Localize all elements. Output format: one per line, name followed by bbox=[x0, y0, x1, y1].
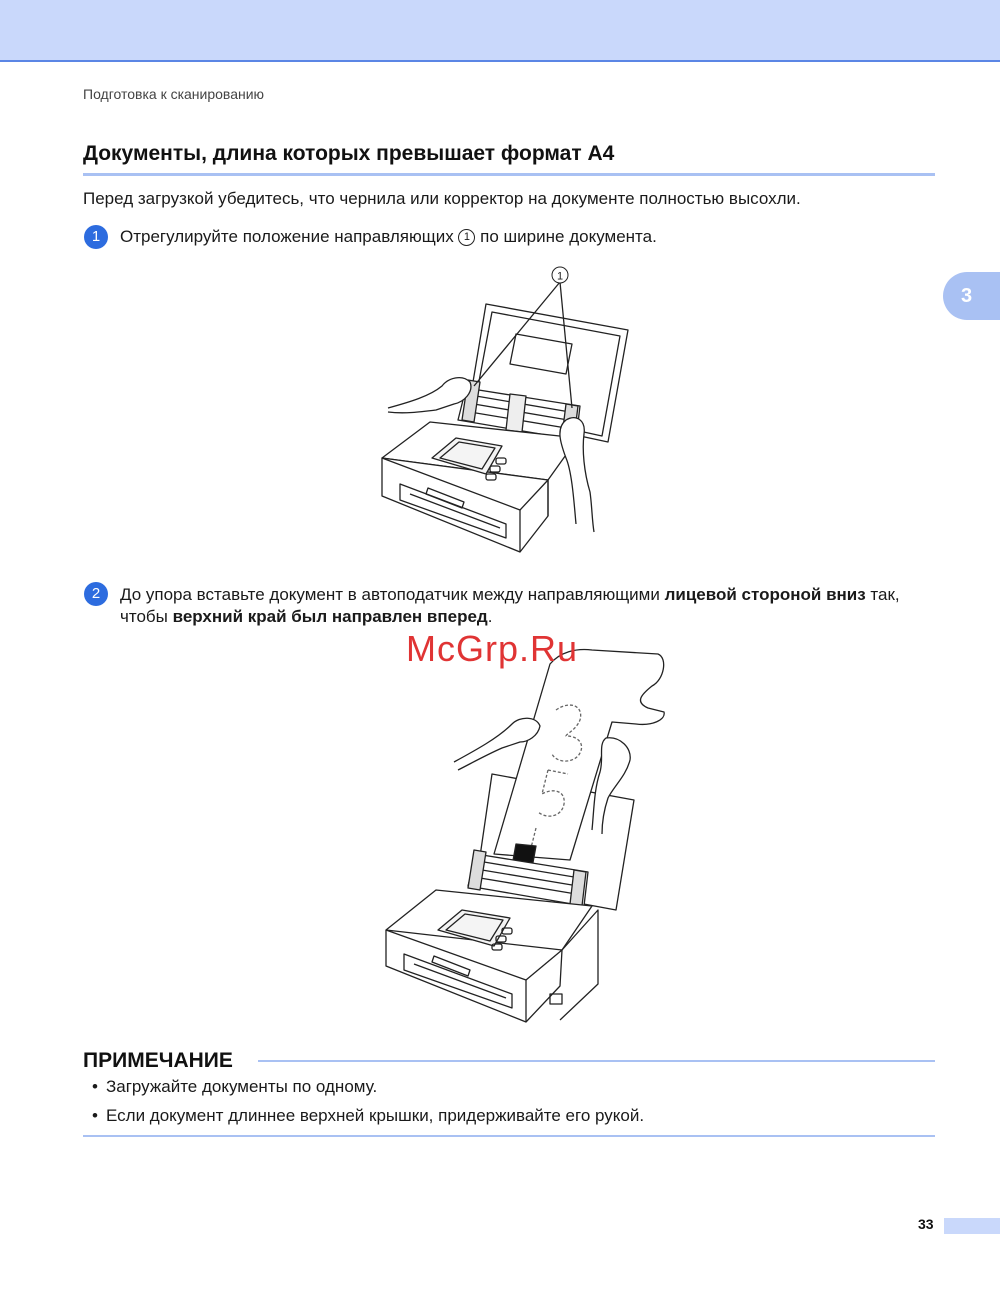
step-2-line2-bold: верхний край был направлен вперед bbox=[172, 607, 488, 626]
step-2-line2-a: чтобы bbox=[120, 607, 173, 626]
note-bullet: • bbox=[92, 1077, 98, 1096]
note-item-1 bbox=[92, 1077, 377, 1097]
callout-1: 1 bbox=[458, 229, 475, 246]
figure-scanner-guides bbox=[370, 262, 640, 554]
step-2-line1-bold: лицевой стороной вниз bbox=[664, 585, 866, 604]
step-2-line1-a: До упора вставьте документ в автоподатчик между направляющими bbox=[120, 585, 665, 604]
note-item-2 bbox=[92, 1106, 644, 1126]
section-title: Документы, длина которых превышает формат A4 bbox=[83, 142, 615, 165]
figure-callout-label: 1 bbox=[556, 270, 564, 283]
page-number: 33 bbox=[918, 1216, 934, 1232]
step-2-line2-b: . bbox=[487, 607, 493, 626]
chapter-tab: 3 bbox=[943, 272, 1000, 320]
step-2-text bbox=[120, 584, 900, 628]
step-1-text bbox=[120, 226, 657, 248]
title-divider bbox=[83, 173, 935, 176]
step-1-text-a: Отрегулируйте положение направляющих bbox=[120, 227, 459, 246]
step-1-text-b: по ширине документа. bbox=[475, 227, 657, 246]
breadcrumb: Подготовка к сканированию bbox=[83, 86, 265, 102]
watermark-text: McGrp.Ru bbox=[406, 628, 579, 669]
note-heading: ПРИМЕЧАНИЕ bbox=[83, 1049, 233, 1072]
note-bullet: • bbox=[92, 1106, 98, 1125]
note-item-text: Загружайте документы по одному. bbox=[106, 1077, 378, 1096]
step-1-badge: 1 bbox=[84, 225, 108, 249]
page-tab bbox=[944, 1218, 1000, 1234]
header-band bbox=[0, 0, 1000, 62]
step-2-badge: 2 bbox=[84, 582, 108, 606]
step-2-line1-b: так, bbox=[865, 585, 900, 604]
note-top-rule bbox=[258, 1060, 935, 1062]
intro-text: Перед загрузкой убедитесь, что чернила или корректор на документе полностью высохли. bbox=[83, 189, 801, 208]
figure-long-document-feed bbox=[380, 640, 670, 1026]
note-bottom-rule bbox=[83, 1135, 935, 1137]
note-item-text: Если документ длиннее верхней крышки, придерживайте его рукой. bbox=[106, 1106, 645, 1125]
